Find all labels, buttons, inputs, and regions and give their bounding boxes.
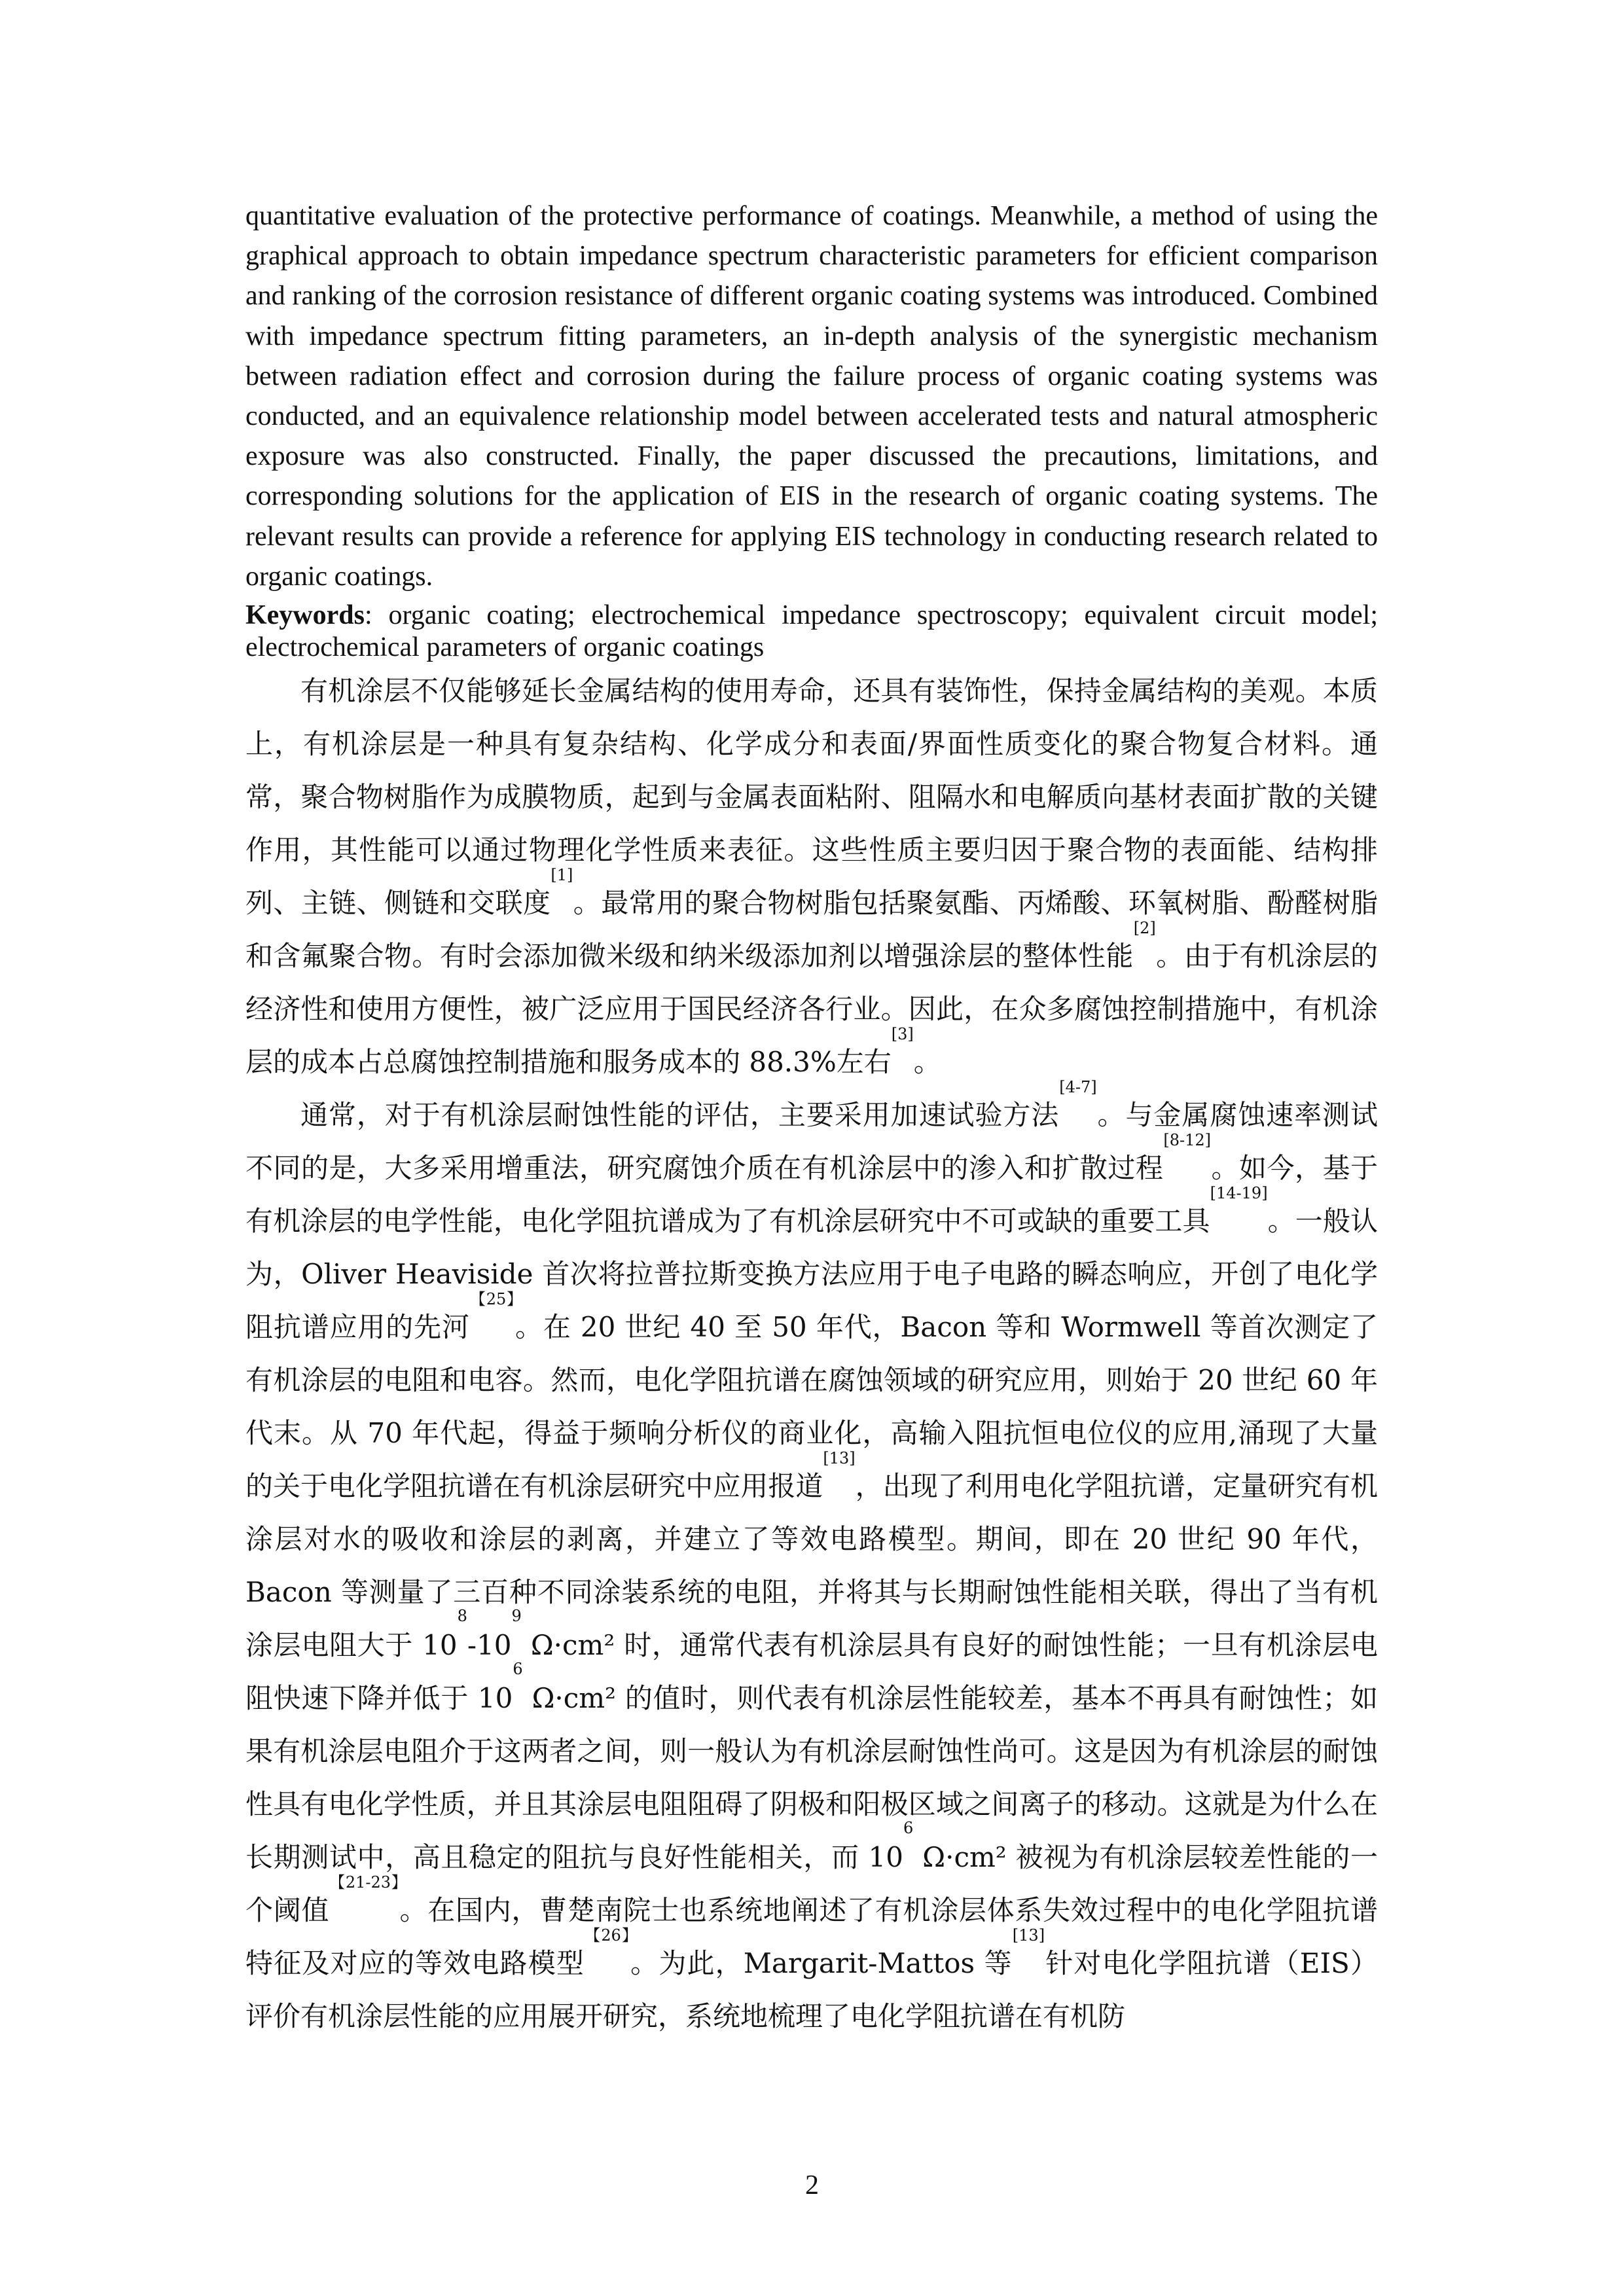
citation: [4-7] (1059, 1078, 1097, 1096)
p2-text-11: 。在国内，曹楚南院士也系统地阐述了有机涂层体系失效过程中的电化学阻抗谱特征及对应的等效电路模型 (245, 1894, 1378, 1979)
p2-text-13: 针对电化学阻抗谱（EIS）评价有机涂层性能的应用展开研究，系统地梳理了电化学阻抗谱在有机防 (245, 1947, 1378, 2032)
citation: [1] (550, 866, 573, 884)
citation: 【21-23】 (329, 1873, 400, 1892)
abstract-section (245, 196, 1378, 664)
p2-text-12: 。为此，Margarit-Mattos 等 (630, 1947, 1013, 1979)
citation: [8-12] (1163, 1131, 1211, 1149)
p2-text-3: 。如今，基于有机涂层的电学性能，电化学阻抗谱成为了有机涂层研究中不可或缺的重要工具 (245, 1152, 1378, 1237)
p1-text-4: 。 (913, 1046, 941, 1078)
p2-text-6: ，出现了利用电化学阻抗谱，定量研究有机涂层对水的吸收和涂层的剥离，并建立了等效电路模型。期间，即在 20 世纪 90 年代，Bacon 等测量了三百种不同涂装系统的电阻，并将其与长期耐蚀性能相关联，得出了当有机涂层电阻大于 10 (245, 1470, 1378, 1661)
citation: [13] (823, 1449, 856, 1467)
citation: [3] (891, 1025, 914, 1043)
citation: [2] (1133, 919, 1156, 937)
exponent: 6 (513, 1660, 523, 1678)
citation: 【25】 (469, 1290, 515, 1308)
p2-text-5: 。在 20 世纪 40 至 50 年代，Bacon 等和 Wormwell 等首次测定了有机涂层的电阻和电容。然而，电化学阻抗谱在腐蚀领域的研究应用，则始于 20 世纪 60 年代末。从 70 年代起，得益于频响分析仪的商业化，高输入阻抗恒电位仪的应用,涌现了大量的关于电化学阻抗谱在有机涂层研究中应用报道 (245, 1311, 1378, 1502)
exponent: 6 (903, 1819, 914, 1837)
p2-text-2: 。与金属腐蚀速率测试不同的是，大多采用增重法，研究腐蚀介质在有机涂层中的渗入和扩散过程 (245, 1099, 1378, 1184)
p1-text-3: 。由于有机涂层的经济性和使用方便性，被广泛应用于国民经济各行业。因此，在众多腐蚀控制措施中，有机涂层的成本占总腐蚀控制措施和服务成本的 88.3%左右 (245, 940, 1378, 1078)
p1-text-2: 。最常用的聚合物树脂包括聚氨酯、丙烯酸、环氧树脂、酚醛树脂和含氟聚合物。有时会添加微米级和纳米级添加剂以增强涂层的整体性能 (245, 887, 1378, 972)
abstract-text: quantitative evaluation of the protective performance of coatings. Meanwhile, a method of using the graphical approach to obtain impedance spectrum characteristic parameters for efficient comparison and ranking of the corrosion resistance of different organic coating systems was introduced. Combined with impedance spectrum fitting parameters, an in-depth analysis of the synergistic mechanism between radiation effect and corrosion during the failure process of organic coating systems was conducted, and an equivalence relationship model between accelerated tests and natural atmospheric exposure was also constructed. Finally, the paper discussed the precautions, limitations, and corresponding solutions for the application of EIS in the research of organic coating systems. The relevant results can provide a reference for applying EIS technology in conducting research related to organic coatings. (245, 201, 1378, 592)
p2-text-8: Ω·cm² 时，通常代表有机涂层具有良好的耐蚀性能；一旦有机涂层电阻快速下降并低于 10 (245, 1629, 1379, 1714)
paragraph-2 (245, 1078, 1379, 2043)
citation: 【26】 (585, 1926, 631, 1945)
paragraph-1 (245, 664, 1378, 1088)
p2-text-10: Ω·cm² 被视为有机涂层较差性能的一个阈值 (245, 1841, 1379, 1926)
citation: [13] (1012, 1926, 1045, 1945)
p2-text-7: -10 (467, 1629, 512, 1661)
p2-text-4: 。一般认为，Oliver Heaviside 首次将拉普拉斯变换方法应用于电子电路的瞬态响应，开创了电化学阻抗谱应用的先河 (245, 1205, 1378, 1343)
citation: [14-19] (1210, 1184, 1268, 1202)
body-text (245, 664, 1378, 2043)
keywords-text: : organic coating; electrochemical impedance spectroscopy; equivalent circuit model; electrochemical parameters of organic coatings (245, 600, 1378, 663)
p2-text-9: Ω·cm² 的值时，则代表有机涂层性能较差，基本不再具有耐蚀性；如果有机涂层电阻介于这两者之间，则一般认为有机涂层耐蚀性尚可。这是因为有机涂层的耐蚀性具有电化学性质，并且其涂层电阻阻碍了阴极和阳极区域之间离子的移动。这就是为什么在长期测试中，高且稳定的阻抗与良好性能相关，而 10 (245, 1682, 1379, 1873)
p1-text-1: 有机涂层不仅能够延长金属结构的使用寿命，还具有装饰性，保持金属结构的美观。本质上，有机涂层是一种具有复杂结构、化学成分和表面/界面性质变化的聚合物复合材料。通常，聚合物树脂作为成膜物质，起到与金属表面粘附、阻隔水和电解质向基材表面扩散的关键作用，其性能可以通过物理化学性质来表征。这些性质主要归因于聚合物的表面能、结构排列、主链、侧链和交联度 (245, 675, 1378, 919)
p2-text-1: 通常，对于有机涂层耐蚀性能的评估，主要采用加速试验方法 (300, 1099, 1060, 1131)
keywords-label: Keywords (245, 600, 365, 631)
exponent: 8 (457, 1607, 467, 1625)
exponent: 9 (511, 1607, 522, 1625)
keywords (245, 600, 1378, 664)
page-number: 2 (805, 2170, 819, 2200)
